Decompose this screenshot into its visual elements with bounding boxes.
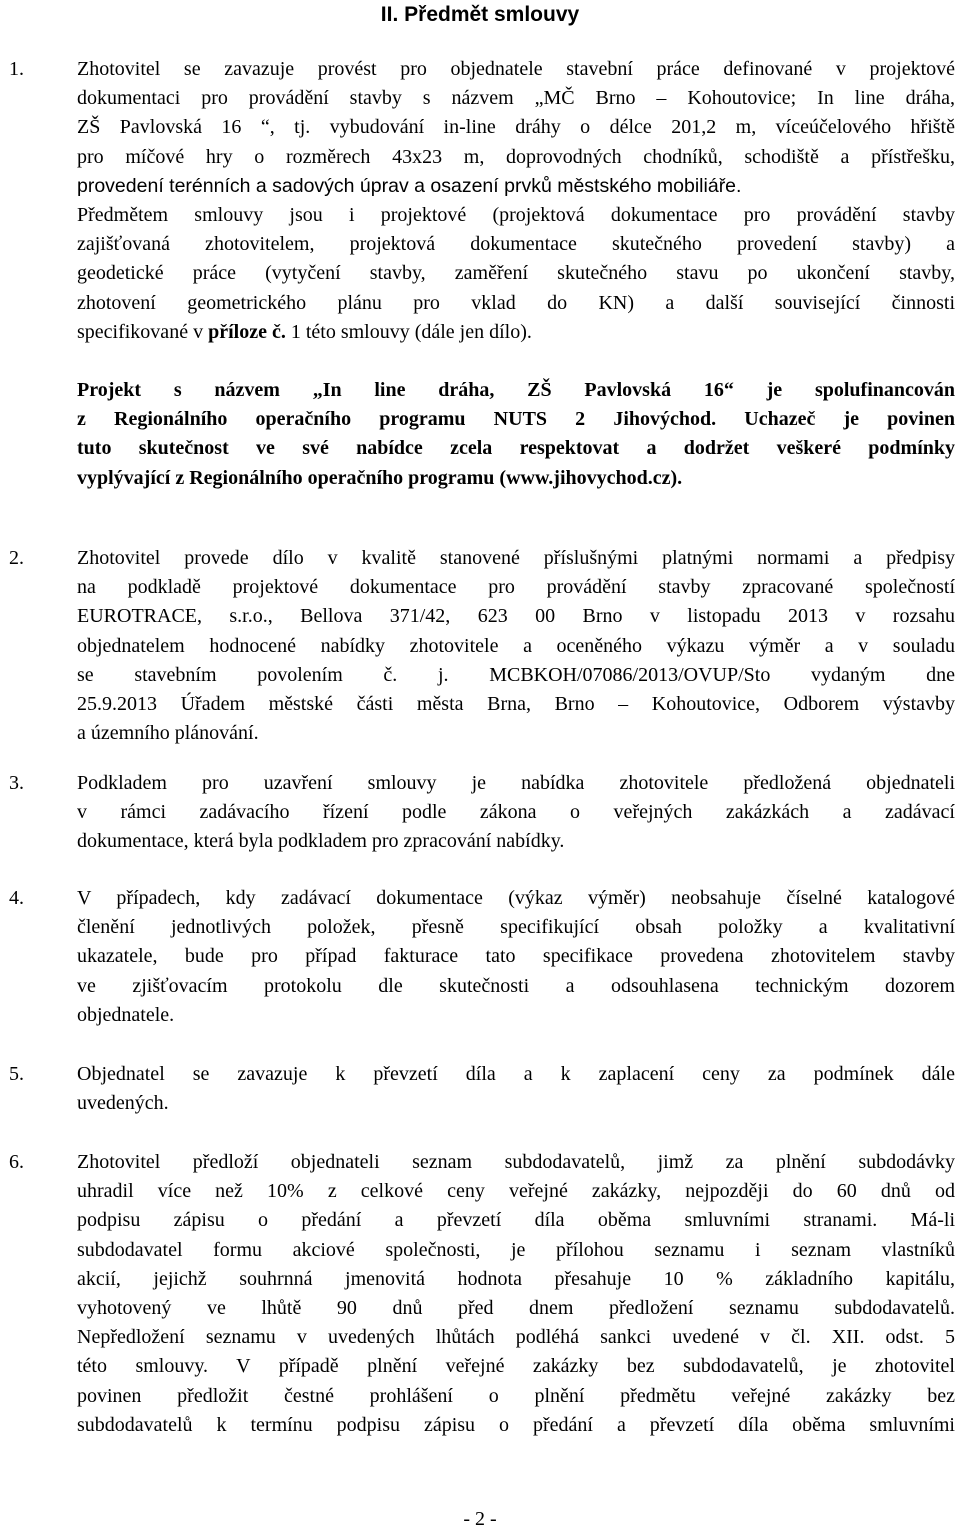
item-text [77, 1148, 955, 1440]
text-segment: 1 této smlouvy (dále jen dílo). [285, 320, 532, 343]
text-line: vyhotovený ve lhůtě 90 dnů před dnem předložení seznamu subdodavatelů. [77, 1296, 955, 1319]
text-line: objednatelem hodnocené nabídky zhotovitele a oceněného výkazu výměr a v souladu [77, 634, 955, 657]
item-number: 4. [9, 887, 24, 909]
bold-reference: příloze č. [208, 320, 286, 343]
item-number: 5. [9, 1063, 24, 1085]
text-line: subdodavatelů k termínu podpisu zápisu o předání a převzetí díla oběma smluvními [77, 1413, 955, 1436]
item-number: 1. [9, 58, 24, 80]
text-line: v rámci zadávacího řízení podle zákona o veřejných zakázkách a zadávací [77, 801, 955, 824]
text-line: tuto skutečnost ve své nabídce zcela respektovat a dodržet veškeré podmínky [77, 437, 955, 460]
text-line: povinen předložit čestné prohlášení o plnění předmětu veřejné zakázky bez [77, 1384, 955, 1407]
text-line: této smlouvy. V případě plnění veřejné zakázky bez subdodavatelů, je zhotovitel [77, 1355, 955, 1378]
text-line: 25.9.2013 Úřadem městské části města Brna, Brno – Kohoutovice, Odborem výstavby [77, 692, 955, 715]
text-line: geodetické práce (vytyčení stavby, zaměření skutečného stavu po ukončení stavby, [77, 262, 955, 285]
text-line: ve zjišťovacím protokolu dle skutečnosti a odsouhlasena technickým dozorem [77, 974, 955, 997]
section-heading: II. Předmět smlouvy [380, 3, 580, 26]
text-line: podpisu zápisu o předání a převzetí díla oběma smluvními stranami. Má-li [77, 1209, 955, 1232]
text-line: dokumentace, která byla podkladem pro zpracování nabídky. [77, 830, 565, 853]
text-line: akcií, jejichž souhrnná jmenovitá hodnota přesahuje 10 % základního kapitálu, [77, 1267, 955, 1290]
text-line: pro míčové hry o rozměrech 43x23 m, doprovodných chodníků, schodiště a přístřešku, [77, 145, 955, 168]
text-line: a územního plánování. [77, 722, 259, 745]
cofinancing-notice [77, 376, 955, 493]
text-line: Zhotovitel se zavazuje provést pro objednatele stavební práce definované v projektové [77, 58, 955, 80]
text-line: členění jednotlivých položek, přesně specifikující obsah položky a kvalitativní [77, 916, 955, 939]
page-number: - 2 - [463, 1508, 497, 1530]
text-line: V případech, kdy zadávací dokumentace (výkaz výměr) neobsahuje číselné katalogové [77, 887, 955, 909]
item-text [77, 55, 955, 347]
text-line: uvedených. [77, 1092, 169, 1115]
item-number: 3. [9, 772, 24, 794]
text-line: zhotovení geometrického plánu pro vklad do KN) a další související činnosti [77, 291, 955, 314]
text-line: Zhotovitel předloží objednateli seznam subdodavatelů, jimž za plnění subdodávky [77, 1151, 955, 1173]
item-text [77, 544, 955, 748]
item-number: 2. [9, 547, 24, 569]
text-line: Podkladem pro uzavření smlouvy je nabídka zhotovitele předložená objednateli [77, 772, 955, 794]
text-line: ZŠ Pavlovská 16 “, tj. vybudování in-line dráhy o délce 201,2 m, víceúčelového hřiště [77, 116, 955, 139]
text-line: ukazatele, bude pro případ fakturace tato specifikace provedena zhotovitelem stavby [77, 945, 955, 968]
text-line: provedení terénních a sadových úprav a osazení prvků městského mobiliáře. [77, 174, 742, 197]
text-line: Zhotovitel provede dílo v kvalitě stanovené příslušnými platnými normami a předpisy [77, 547, 955, 569]
text-line: Projekt s názvem „In line dráha, ZŠ Pavlovská 16“ je spolufinancován [77, 379, 955, 401]
item-number: 6. [9, 1151, 24, 1173]
text-line: zajišťovaná zhotovitelem, projektová dokumentace skutečného provedení stavby) a [77, 233, 955, 256]
text-line: EUROTRACE, s.r.o., Bellova 371/42, 623 00 Brno v listopadu 2013 v rozsahu [77, 605, 955, 628]
item-text [77, 1060, 955, 1118]
text-line: vyplývající z Regionálního operačního programu (www.jihovychod.cz). [77, 466, 683, 489]
text-line: Nepředložení seznamu v uvedených lhůtách podléhá sankci uvedené v čl. XII. odst. 5 [77, 1326, 955, 1349]
text-line: Objednatel se zavazuje k převzetí díla a k zaplacení ceny za podmínek dále [77, 1063, 955, 1085]
text-line [77, 318, 955, 347]
item-text [77, 884, 955, 1030]
text-line: na podkladě projektové dokumentace pro provádění stavby zpracované společností [77, 576, 955, 599]
text-line: z Regionálního operačního programu NUTS 2 Jihovýchod. Uchazeč je povinen [77, 408, 955, 431]
text-line: uhradil více než 10% z celkové ceny veřejné zakázky, nejpozději do 60 dnů od [77, 1180, 955, 1203]
text-line: subdodavatel formu akciové společnosti, je přílohou seznamu i seznam vlastníků [77, 1238, 955, 1261]
text-line: objednatele. [77, 1003, 175, 1026]
item-text [77, 769, 955, 857]
text-line: Předmětem smlouvy jsou i projektové (projektová dokumentace pro provádění stavby [77, 203, 955, 226]
text-line: dokumentaci pro provádění stavby s názvem „MČ Brno – Kohoutovice; In line dráha, [77, 87, 955, 110]
text-segment: specifikované v [77, 320, 209, 343]
text-line: se stavebním povolením č. j. MCBKOH/07086/2013/OVUP/Sto vydaným dne [77, 663, 955, 686]
